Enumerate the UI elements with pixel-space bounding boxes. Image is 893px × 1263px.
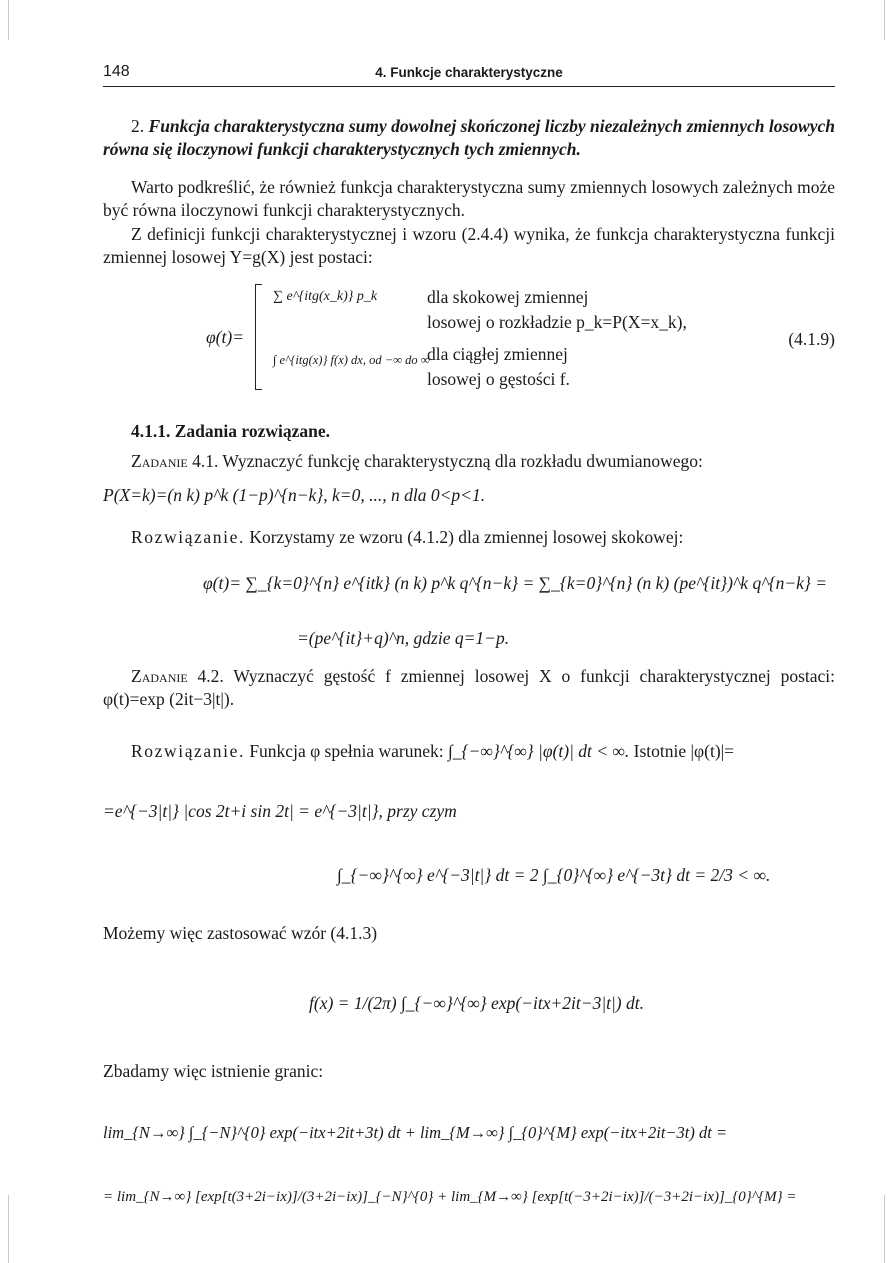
scan-edge-right	[884, 0, 885, 40]
scan-edge-left	[8, 0, 9, 40]
running-title: 4. Funkcje charakterystyczne	[375, 65, 563, 80]
condition-formula: ∫_{−∞}^{∞} |φ(t)| dt < ∞.	[448, 741, 630, 761]
zadanie-4-2-line-cont: =e^{−3|t|} |cos 2t+i sin 2t| = e^{−3|t|}, przy czym	[103, 801, 457, 821]
zadanie-4-2-number: 4.2.	[197, 666, 224, 686]
eq419-case1-text-1: dla skokowej zmiennej	[427, 287, 589, 307]
scan-edge-left-bottom	[8, 1195, 9, 1263]
paragraph-warto: Warto podkreślić, że również funkcja charakterystyczna sumy zmiennych losowych zależnych może być równa iloczynowi funkcji charakterystycznych.	[103, 177, 835, 220]
section-heading-4-1-1: 4.1.1. Zadania rozwiązane.	[131, 421, 330, 441]
zadanie-4-1-eq-line1: φ(t)= ∑_{k=0}^{n} e^{itk} (n k) p^k q^{n−k} = ∑_{k=0}^{n} (n k) (pe^{it})^k q^{n−k} =	[203, 573, 828, 593]
integral-equation: ∫_{−∞}^{∞} e^{−3|t|} dt = 2 ∫_{0}^{∞} e^{−3t} dt = 2/3 < ∞.	[337, 865, 771, 885]
eq419-case2-text-1: dla ciągłej zmiennej	[427, 344, 568, 364]
eq419-case1-formula: ∑ e^{itg(x_k)} p_k	[273, 289, 378, 304]
zadanie-4-1-solution	[103, 526, 835, 549]
zadanie-4-2-label: Zadanie	[131, 666, 188, 686]
paragraph-mozemy: Możemy więc zastosować wzór (4.1.3)	[103, 923, 378, 943]
page-number: 148	[103, 63, 130, 80]
eq419-case1-text-2: losowej o rozkładzie p_k=P(X=x_k),	[427, 312, 687, 332]
zadanie-4-1-formula: P(X=k)=(n k) p^k (1−p)^{n−k}, k=0, ..., n dla 0<p<1.	[103, 485, 486, 505]
eq419-case2-formula: ∫ e^{itg(x)} f(x) dx, od −∞ do ∞	[273, 353, 430, 367]
eq419-lhs: φ(t)=	[206, 327, 245, 347]
solution-text: Korzystamy ze wzoru (4.1.2) dla zmiennej losowej skokowej:	[249, 527, 684, 547]
eq419-case2-text-2: losowej o gęstości f.	[427, 369, 570, 389]
limits-line-2: = lim_{N→∞} [exp[t(3+2i−ix)]/(3+2i−ix)]_{−N}^{0} + lim_{M→∞} [exp[t(−3+2i−ix)]/(−3+2i−ix)]_{0}^{M} =	[103, 1189, 797, 1205]
solution-label: Rozwiązanie.	[131, 527, 245, 547]
solution-text-1: Funkcja φ spełnia warunek:	[249, 741, 444, 761]
equation-4-1-9	[103, 280, 835, 395]
scan-edge-right-bottom	[884, 1195, 885, 1263]
solution-label-2: Rozwiązanie.	[131, 741, 245, 761]
paragraph-z-definicji: Z definicji funkcji charakterystycznej i wzoru (2.4.4) wynika, że funkcja charakterystyczna funkcji zmiennej losowej Y=g(X) jest postaci:	[103, 224, 835, 267]
zadanie-4-2-solution	[103, 740, 835, 763]
zadanie-4-1	[103, 450, 835, 473]
theorem-2	[103, 115, 835, 161]
zadanie-4-1-number: 4.1.	[192, 451, 219, 471]
theorem-number: 2.	[131, 116, 145, 136]
running-header	[103, 60, 835, 87]
paragraph-zbadamy: Zbadamy więc istnienie granic:	[103, 1061, 324, 1081]
solution-text-2: Istotnie |φ(t)|=	[633, 741, 735, 761]
zadanie-4-2	[103, 665, 835, 711]
eq419-brace	[255, 284, 262, 390]
zadanie-4-2-text: Wyznaczyć gęstość f zmiennej losowej X o funkcji charakterystycznej postaci: φ(t)=exp (2it−3|t|).	[103, 666, 836, 709]
zadanie-4-1-label: Zadanie	[131, 451, 188, 471]
zadanie-4-1-text: Wyznaczyć funkcję charakterystyczną dla rozkładu dwumianowego:	[222, 451, 703, 471]
theorem-text: Funkcja charakterystyczna sumy dowolnej skończonej liczby niezależnych zmiennych losowych równa się iloczynowi funkcji charakterystycznych tych zmiennych.	[103, 116, 835, 159]
zadanie-4-1-eq-line2: =(pe^{it}+q)^n, gdzie q=1−p.	[297, 628, 510, 648]
inversion-equation: f(x) = 1/(2π) ∫_{−∞}^{∞} exp(−itx+2it−3|t|) dt.	[309, 993, 644, 1013]
eq419-label: (4.1.9)	[788, 329, 835, 349]
limits-line-1: lim_{N→∞} ∫_{−N}^{0} exp(−itx+2it+3t) dt + lim_{M→∞} ∫_{0}^{M} exp(−itx+2it−3t) dt =	[103, 1123, 728, 1142]
